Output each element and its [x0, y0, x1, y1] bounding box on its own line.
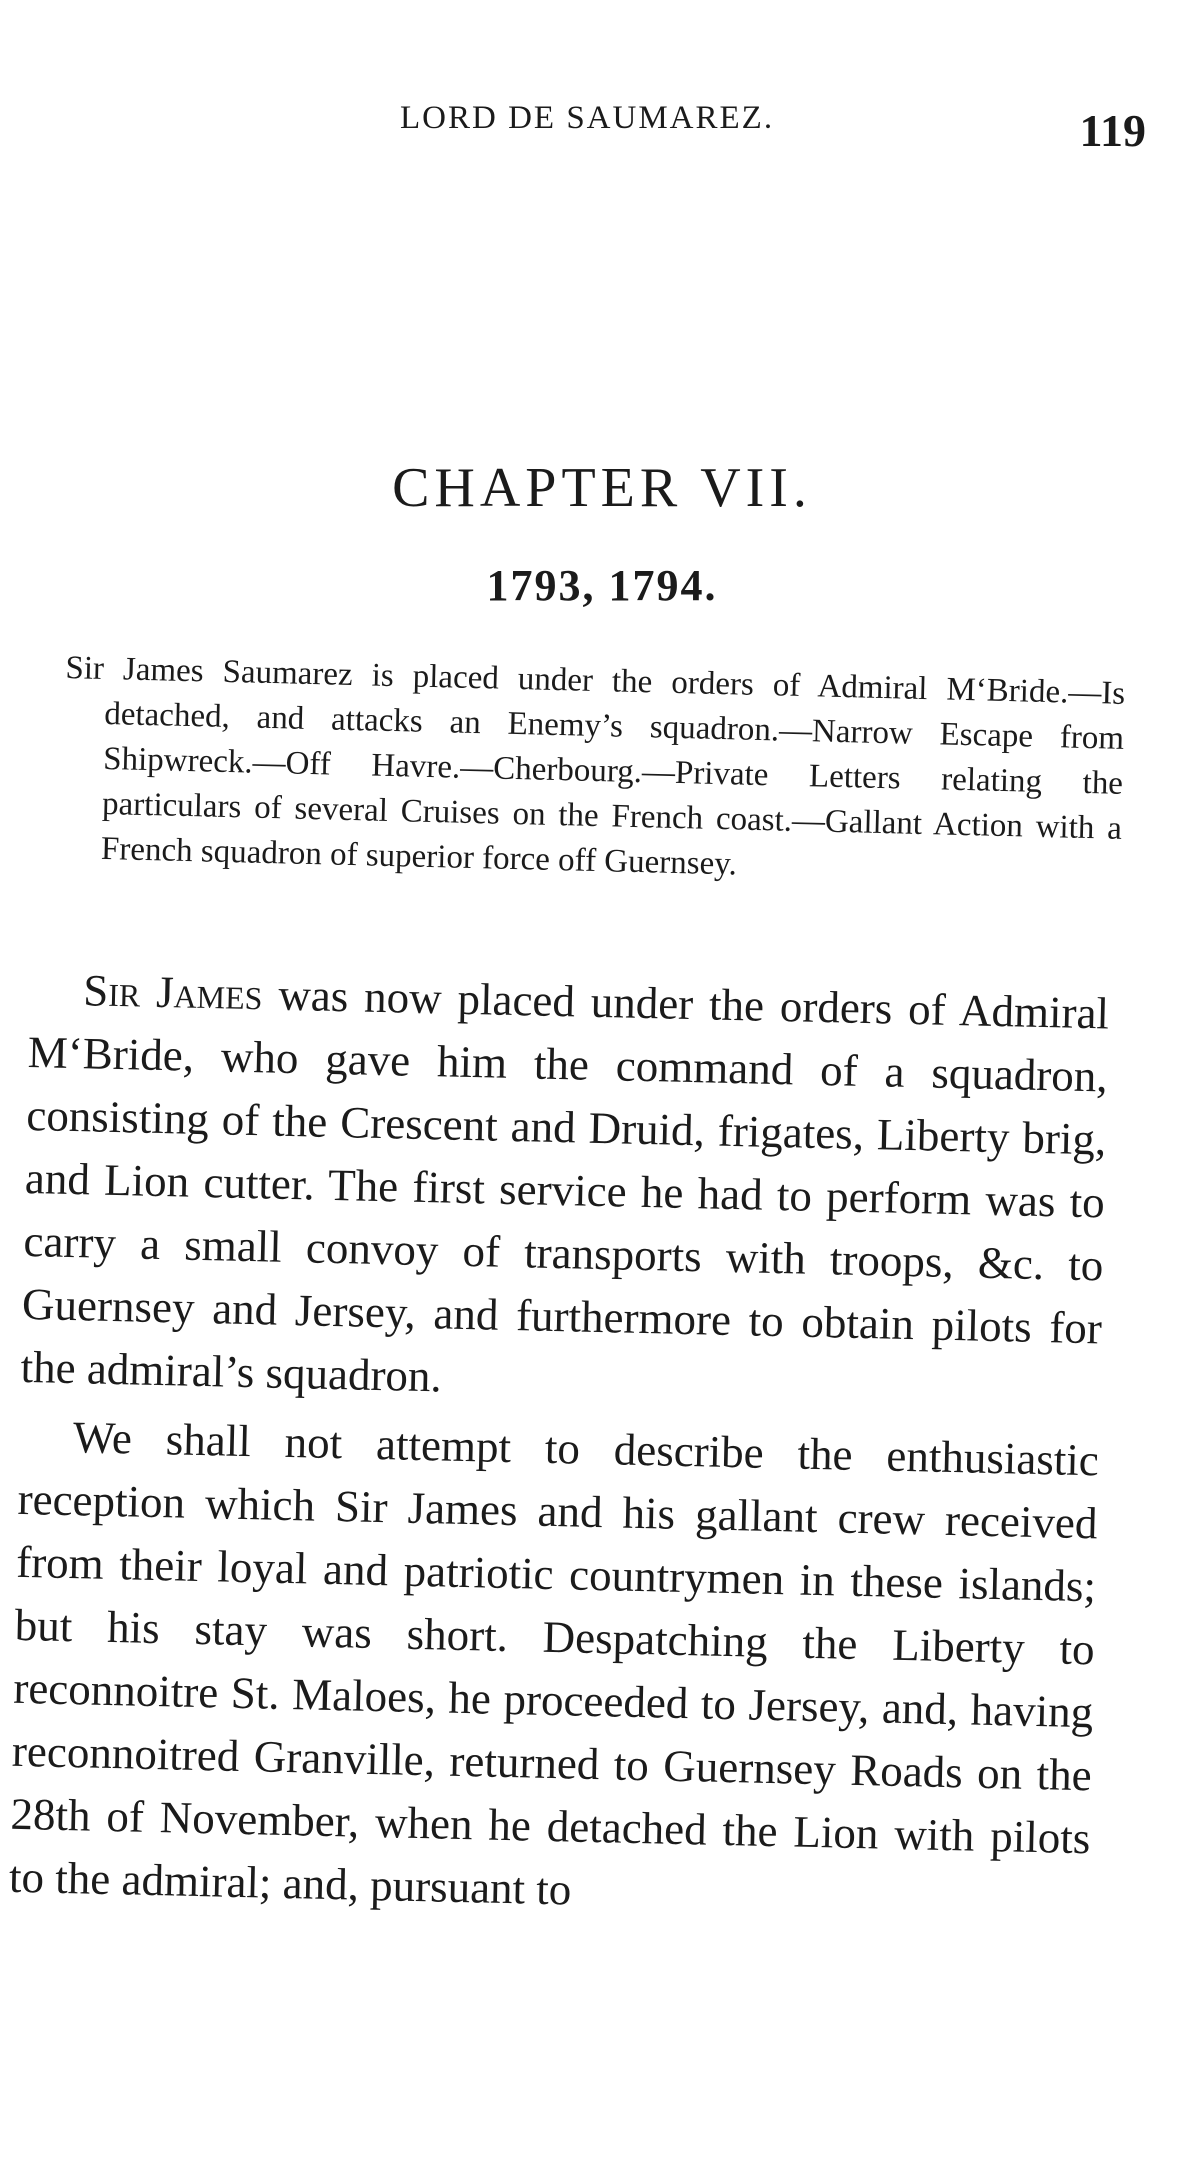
page-number: 119	[1079, 105, 1146, 156]
chapter-title: CHAPTER VII.	[392, 457, 812, 519]
body-text	[8, 958, 1109, 1939]
chapter-years: 1793, 1794.	[486, 561, 718, 610]
chapter-synopsis: Sir James Saumarez is placed under the orders of Admiral M‘Bride.—Is detached, and attacks an Enemy’s squadron.—Narrow Escape from Shipwreck.—Off Havre.—Cherbourg.—Private Letters relating the particulars of several Cruises on the French coast.—Gallant Action with a French squadron of superior force off Guernsey.	[65, 649, 1126, 883]
paragraph-1-lead: Sir James	[82, 965, 264, 1020]
paragraph-2: We shall not attempt to describe the enthusiastic reception which Sir James and his gallant crew received from their loyal and patriotic countrymen in these islands; but his stay was short. Despatching the Liberty to reconnoitre St. Maloes, he proceeded to Jersey, and, having reconnoitred Granville, returned to Guernsey Roads on the 28th of November, when he detached the Lion with pilots to the admiral; and, pursuant to	[8, 1412, 1100, 1915]
paragraph-1	[20, 958, 1110, 1423]
paragraph-1-text: was now placed under the orders of Admiral M‘Bride, who gave him the command of a squadron, consisting of the Crescent and Druid, frigates, Liberty brig, and Lion cutter. The first service he had to perform was to carry a small convoy of transports with troops, &c. to Guernsey and Jersey, and furthermore to obtain pilots for the admiral’s squadron.	[20, 969, 1110, 1402]
running-head-title: LORD DE SAUMAREZ.	[400, 100, 775, 136]
